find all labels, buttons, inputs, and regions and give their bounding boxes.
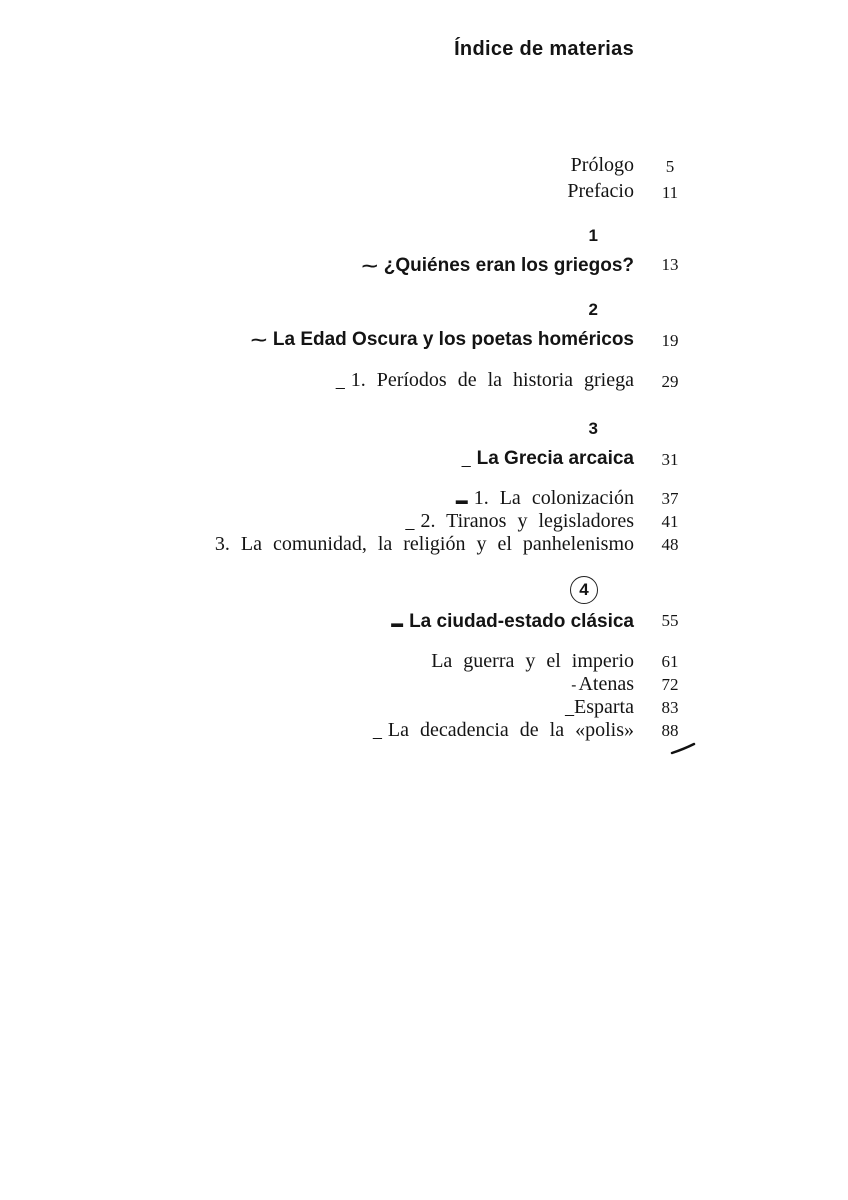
pencil-mark-icon: _ [405,514,415,531]
toc-entry-page: 83 [661,698,679,717]
check-mark-icon [670,742,696,756]
toc-entry-page: 72 [661,675,679,694]
pencil-mark-icon: ▬ [391,616,404,630]
toc-entry-label: Esparta [574,696,634,718]
toc-entry [0,533,848,561]
toc-entry-page: 5 [665,157,675,176]
toc-entry-page: 29 [661,372,679,391]
chapter-number: 3 [588,419,598,438]
toc-entry-label: La decadencia de la «polis» [387,719,634,741]
pencil-mark-icon: _ [565,700,575,717]
toc-entry [0,180,848,208]
circled-chapter-number: 4 [570,576,598,604]
pencil-mark-icon: ▬ [455,493,468,507]
chapter-number: 1 [588,226,598,245]
toc-entry-label: Prefacio [567,180,634,202]
toc-entry-label: Prólogo [570,154,634,176]
chapter-heading [0,255,848,283]
toc-title: Índice de materias [454,38,634,60]
chapter-number: 2 [588,300,598,319]
chapter-heading-page: 55 [661,611,679,630]
pencil-mark-icon: _ [372,723,382,740]
chapter-heading [0,611,848,639]
pencil-mark-icon: ⁓ [361,258,378,275]
chapter-heading [0,329,848,357]
toc-entry-label: Atenas [578,673,634,695]
pencil-mark-icon: _ [335,373,345,390]
chapter-heading-page: 13 [661,255,679,274]
chapter-heading-page: 31 [661,450,679,469]
toc-entry [0,719,848,747]
chapter-heading-label: La Edad Oscura y los poetas homéricos [272,329,634,350]
toc-entry-label: 3. La comunidad, la religión y el panhelenismo [214,533,634,555]
chapter-heading-label: ¿Quiénes eran los griegos? [383,255,634,276]
toc-entry-page: 41 [661,512,679,531]
chapter-number [0,580,848,608]
toc-entry-label: 1. La colonización [473,487,634,509]
chapter-heading-page: 19 [661,331,679,350]
toc-entry [0,369,848,397]
toc-entry-label: 1. Períodos de la historia griega [350,369,634,391]
toc-entry-page: 61 [661,652,679,671]
chapter-heading [0,448,848,476]
chapter-heading-label: La ciudad-estado clásica [409,611,634,632]
pencil-mark-icon: ⁓ [250,332,267,349]
toc-entry-label: 2. Tiranos y legisladores [420,510,634,532]
toc-entry-label: La guerra y el imperio [431,650,634,672]
chapter-heading-label: La Grecia arcaica [476,448,634,469]
toc-entry-page: 88 [661,721,679,740]
toc-entry [0,154,848,182]
pencil-mark-icon: _ [461,451,471,468]
pencil-mark-icon: - [571,677,577,694]
toc-entry-page: 37 [661,489,679,508]
toc-entry-page: 11 [661,183,679,202]
toc-entry-page: 48 [661,535,679,554]
